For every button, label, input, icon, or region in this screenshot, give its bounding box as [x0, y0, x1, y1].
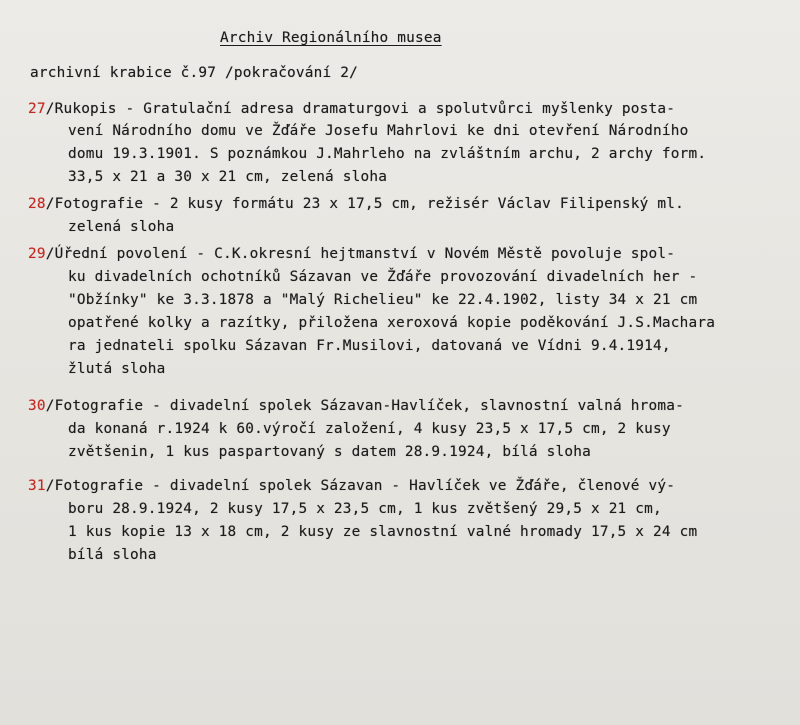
entry-29-line-1: [28, 244, 675, 264]
entry-27-number: 27: [28, 101, 46, 117]
archive-box-line: archivní krabice č.97 /pokračování 2/: [30, 65, 358, 81]
entry-31-number: 31: [28, 478, 46, 494]
entry-29-number: 29: [28, 246, 46, 262]
entry-29-line-3: "Obžínky" ke 3.3.1878 a "Malý Richelieu" ke 22.4.1902, listy 34 x 21 cm: [68, 292, 698, 308]
entry-29-line-5: ra jednateli spolku Sázavan Fr.Musilovi, datovaná ve Vídni 9.4.1914,: [68, 338, 671, 354]
entry-29-line-6: žlutá sloha: [68, 361, 166, 377]
entry-30-number: 30: [28, 398, 46, 414]
entry-28-number: 28: [28, 196, 46, 212]
entry-31-line-3: 1 kus kopie 13 x 18 cm, 2 kusy ze slavnostní valné hromady 17,5 x 24 cm: [68, 524, 698, 540]
entry-28-text-1: /Fotografie - 2 kusy formátu 23 x 17,5 cm, režisér Václav Filipenský ml.: [45, 196, 684, 212]
entry-29-line-2: ku divadelních ochotníků Sázavan ve Žďáře provozování divadelních her -: [68, 269, 698, 285]
entry-27-line-1: [28, 99, 675, 119]
entry-30-line-2: da konaná r.1924 k 60.výročí založení, 4 kusy 23,5 x 17,5 cm, 2 kusy: [68, 421, 671, 437]
entry-29-line-4: opatřené kolky a razítky, přiložena xeroxová kopie poděkování J.S.Machara: [68, 315, 716, 331]
entry-27-line-3: domu 19.3.1901. S poznámkou J.Mahrleho na zvláštním archu, 2 archy form.: [68, 146, 707, 162]
entry-28-line-2: zelená sloha: [68, 219, 175, 235]
entry-27-line-4: 33,5 x 21 a 30 x 21 cm, zelená sloha: [68, 169, 388, 185]
entry-31-text-1: /Fotografie - divadelní spolek Sázavan - Havlíček ve Žďáře, členové vý-: [45, 478, 676, 494]
entry-30-line-1: [28, 396, 684, 416]
entry-29-text-1: /Úřední povolení - C.K.okresní hejtmanství v Novém Městě povoluje spol-: [45, 246, 676, 262]
entry-27-text-1: /Rukopis - Gratulační adresa dramaturgovi a spolutvůrci myšlenky posta-: [45, 101, 676, 117]
entry-31-line-4: bílá sloha: [68, 547, 157, 563]
entry-30-text-1: /Fotografie - divadelní spolek Sázavan-Havlíček, slavnostní valná hroma-: [45, 398, 684, 414]
entry-31-line-1: [28, 476, 675, 496]
entry-27-line-2: vení Národního domu ve Žďáře Josefu Mahrlovi ke dni otevření Národního: [68, 123, 689, 139]
entry-28-line-1: [28, 194, 684, 214]
entry-31-line-2: boru 28.9.1924, 2 kusy 17,5 x 23,5 cm, 1 kus zvětšený 29,5 x 21 cm,: [68, 501, 662, 517]
entry-30-line-3: zvětšenin, 1 kus paspartovaný s datem 28.9.1924, bílá sloha: [68, 444, 591, 460]
document-heading: Archiv Regionálního musea: [220, 30, 442, 46]
